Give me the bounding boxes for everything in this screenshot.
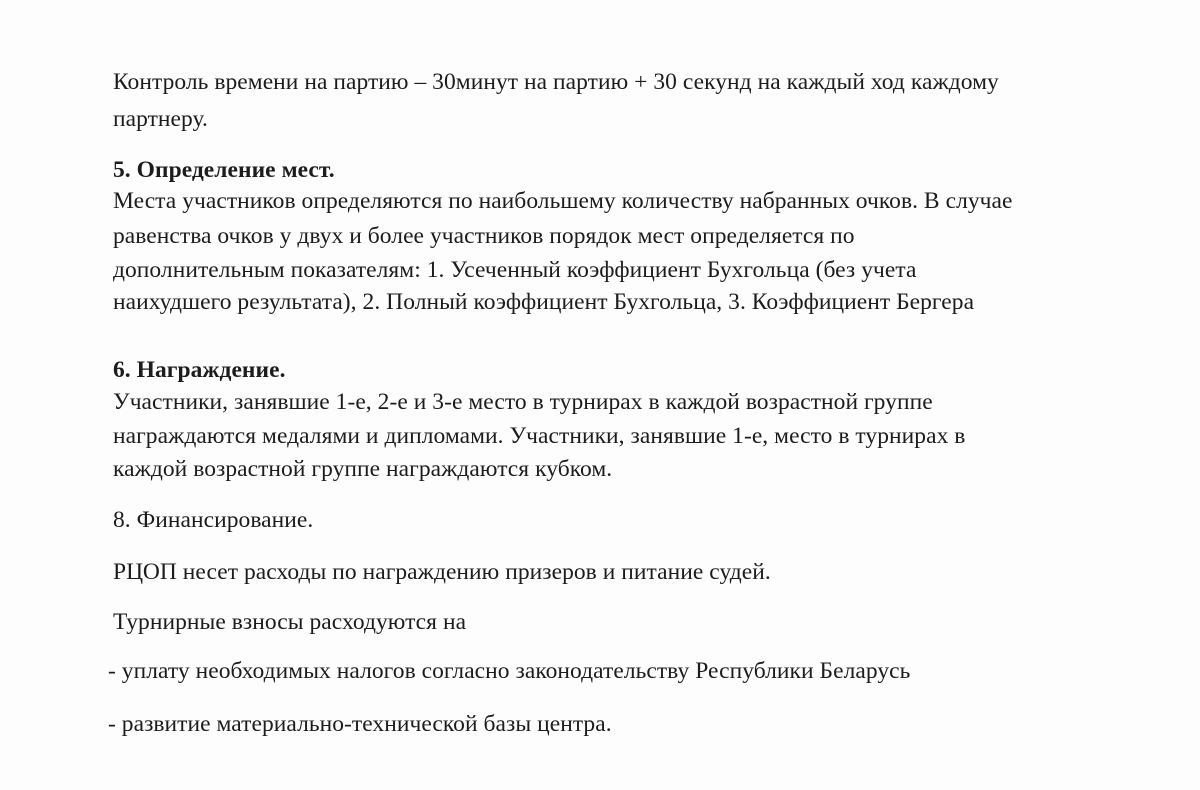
section-5-heading: 5. Определение мест. — [113, 157, 335, 183]
section-8-fees-text: Турнирные взносы расходуются на — [113, 609, 467, 635]
section-5-line-3: дополнительным показателям: 1. Усеченный коэффициент Бухгольца (без учета — [113, 257, 917, 283]
section-8-rcop-text: РЦОП несет расходы по награждению призеров и питание судей. — [113, 559, 771, 585]
section-5-line-1: Места участников определяются по наибольшему количеству набранных очков. В случае — [113, 188, 1013, 214]
section-8-bullet-2: - развитие материально-технической базы центра. — [108, 711, 612, 737]
section-8-heading: 8. Финансирование. — [113, 507, 314, 533]
section-6-heading: 6. Награждение. — [113, 357, 286, 383]
time-control-line-1: Контроль времени на партию – 30минут на партию + 30 секунд на каждый ход каждому — [113, 69, 999, 95]
section-5-line-2: равенства очков у двух и более участников порядок мест определяется по — [113, 223, 855, 249]
section-8-bullet-1: - уплату необходимых налогов согласно законодательству Республики Беларусь — [108, 658, 911, 684]
section-6-line-3: каждой возрастной группе награждаются кубком. — [113, 456, 613, 482]
section-6-line-2: награждаются медалями и дипломами. Участники, занявшие 1-е, место в турнирах в — [113, 423, 966, 449]
time-control-line-2: партнеру. — [113, 106, 208, 132]
section-5-line-4: наихудшего результата), 2. Полный коэффициент Бухгольца, 3. Коэффициент Бергера — [113, 289, 975, 315]
section-6-line-1: Участники, занявшие 1-е, 2-е и 3-е место в турнирах в каждой возрастной группе — [113, 389, 933, 415]
